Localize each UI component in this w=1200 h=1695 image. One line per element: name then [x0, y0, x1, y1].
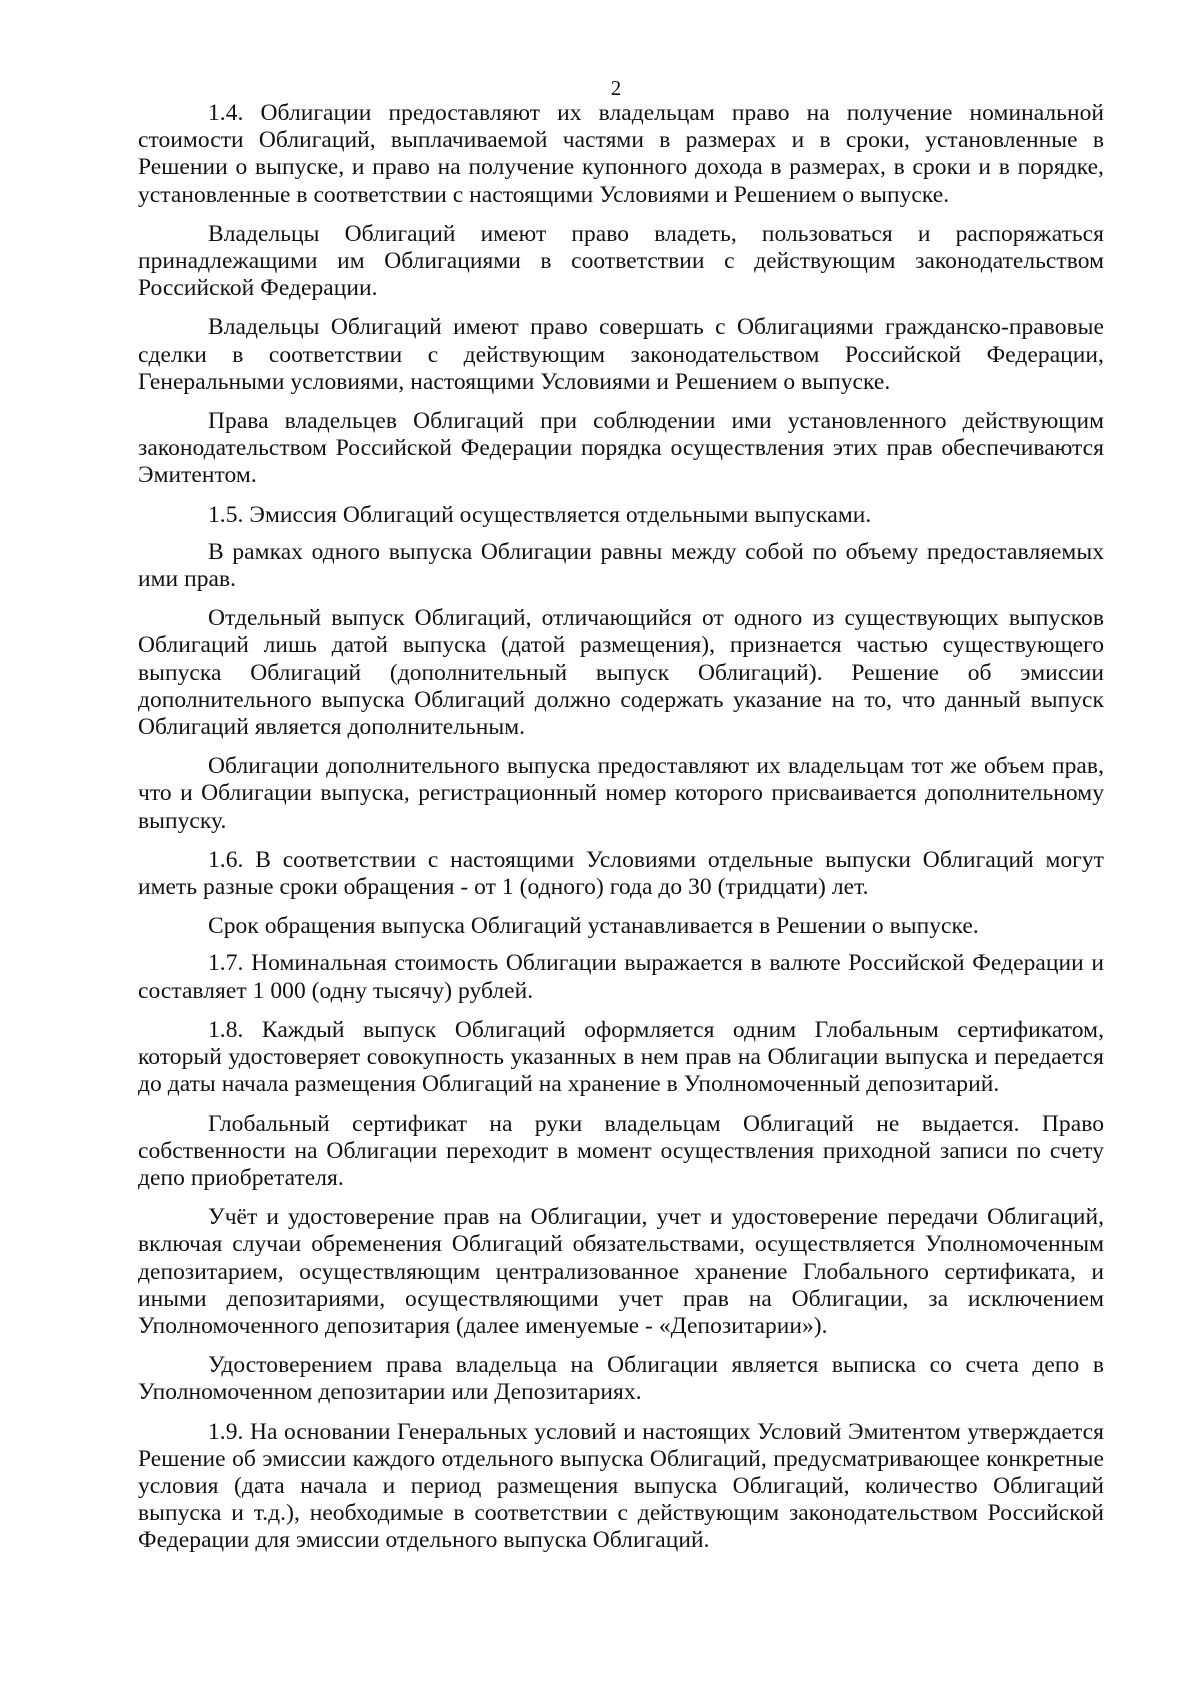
paragraph-additional-issue: Отдельный выпуск Облигаций, отличающийся от одного из существующих выпусков Облигаций лишь датой выпуска (датой размещения), признается частью существующего выпуска Облигаций (дополнительный выпуск Облигаций). Решение об эмиссии дополнительного выпуска Облигаций должно содержать указание на то, что данный выпуск Облигаций является дополнительным. — [138, 605, 1104, 741]
paragraph-additional-issue-rights: Облигации дополнительного выпуска предоставляют их владельцам тот же объем прав, что и Облигации выпуска, регистрационный номер которого присваивается дополнительному выпуску. — [138, 753, 1104, 834]
paragraph-circulation-term: Срок обращения выпуска Облигаций устанавливается в Решении о выпуске. — [208, 913, 979, 940]
page-number: 2 — [610, 76, 622, 100]
paragraph-owners-rights: Владельцы Облигаций имеют право владеть, пользоваться и распоряжаться принадлежащими им Облигациями в соответствии с действующим законодательством Российской Федерации. — [138, 220, 1104, 302]
paragraph-equal-rights: В рамках одного выпуска Облигации равны между собой по объему предоставляемых ими прав. — [138, 538, 1104, 593]
paragraph-rights-ensured: Права владельцев Облигаций при соблюдении ими установленного действующим законодательством Российской Федерации порядка осуществления этих прав обеспечиваются Эмитентом. — [138, 408, 1104, 489]
paragraph-1-7: 1.7. Номинальная стоимость Облигации выражается в валюте Российской Федерации и составляет 1 000 (одну тысячу) рублей. — [138, 950, 1104, 1004]
document-body — [138, 100, 1104, 1567]
paragraph-owners-transactions: Владельцы Облигаций имеют право совершать с Облигациями гражданско-правовые сделки в соответствии с действующим законодательством Российской Федерации, Генеральными условиями, настоящими Условиями и Решением о выпуске. — [138, 314, 1104, 395]
paragraph-1-8: 1.8. Каждый выпуск Облигаций оформляется одним Глобальным сертификатом, который удостоверяет совокупность указанных в нем прав на Облигации выпуска и передается до даты начала размещения Облигаций на хранение в Уполномоченный депозитарий. — [138, 1016, 1104, 1098]
paragraph-1-6: 1.6. В соответствии с настоящими Условиями отдельные выпуски Облигаций могут иметь разные сроки обращения - от 1 (одного) года до 30 (тридцати) лет. — [138, 846, 1104, 901]
paragraph-certification: Удостоверением права владельца на Облигации является выписка со счета депо в Уполномоченном депозитарии или Депозитариях. — [138, 1352, 1104, 1406]
paragraph-accounting: Учёт и удостоверение прав на Облигации, учет и удостоверение передачи Облигаций, включая случаи обременения Облигаций обязательствами, осуществляется Уполномоченным депозитарием, осуществляющим централизованное хранение Глобального сертификата, и иными депозитариями, осуществляющими учет прав на Облигации, за исключением Уполномоченного депозитария (далее именуемые - «Депозитарии»). — [138, 1204, 1104, 1339]
paragraph-1-9: 1.9. На основании Генеральных условий и настоящих Условий Эмитентом утверждается Решение об эмиссии каждого отдельного выпуска Облигаций, предусматривающее конкретные условия (дата начала и период размещения выпуска Облигаций, количество Облигаций выпуска и т.д.), необходимые в соответствии с действующим законодательством Российской Федерации для эмиссии отдельного выпуска Облигаций. — [138, 1418, 1104, 1554]
paragraph-global-certificate: Глобальный сертификат на руки владельцам Облигаций не выдается. Право собственности на Облигации переходит в момент осуществления приходной записи по счету депо приобретателя. — [138, 1110, 1104, 1191]
paragraph-1-5: 1.5. Эмиссия Облигаций осуществляется отдельными выпусками. — [208, 501, 872, 528]
paragraph-1-4: 1.4. Облигации предоставляют их владельцам право на получение номинальной стоимости Облигаций, выплачиваемой частями в размерах и в сроки, установленные в Решении о выпуске, и право на получение купонного дохода в размерах, в сроки и в порядке, установленные в соответствии с настоящими Условиями и Решением о выпуске. — [138, 100, 1104, 208]
